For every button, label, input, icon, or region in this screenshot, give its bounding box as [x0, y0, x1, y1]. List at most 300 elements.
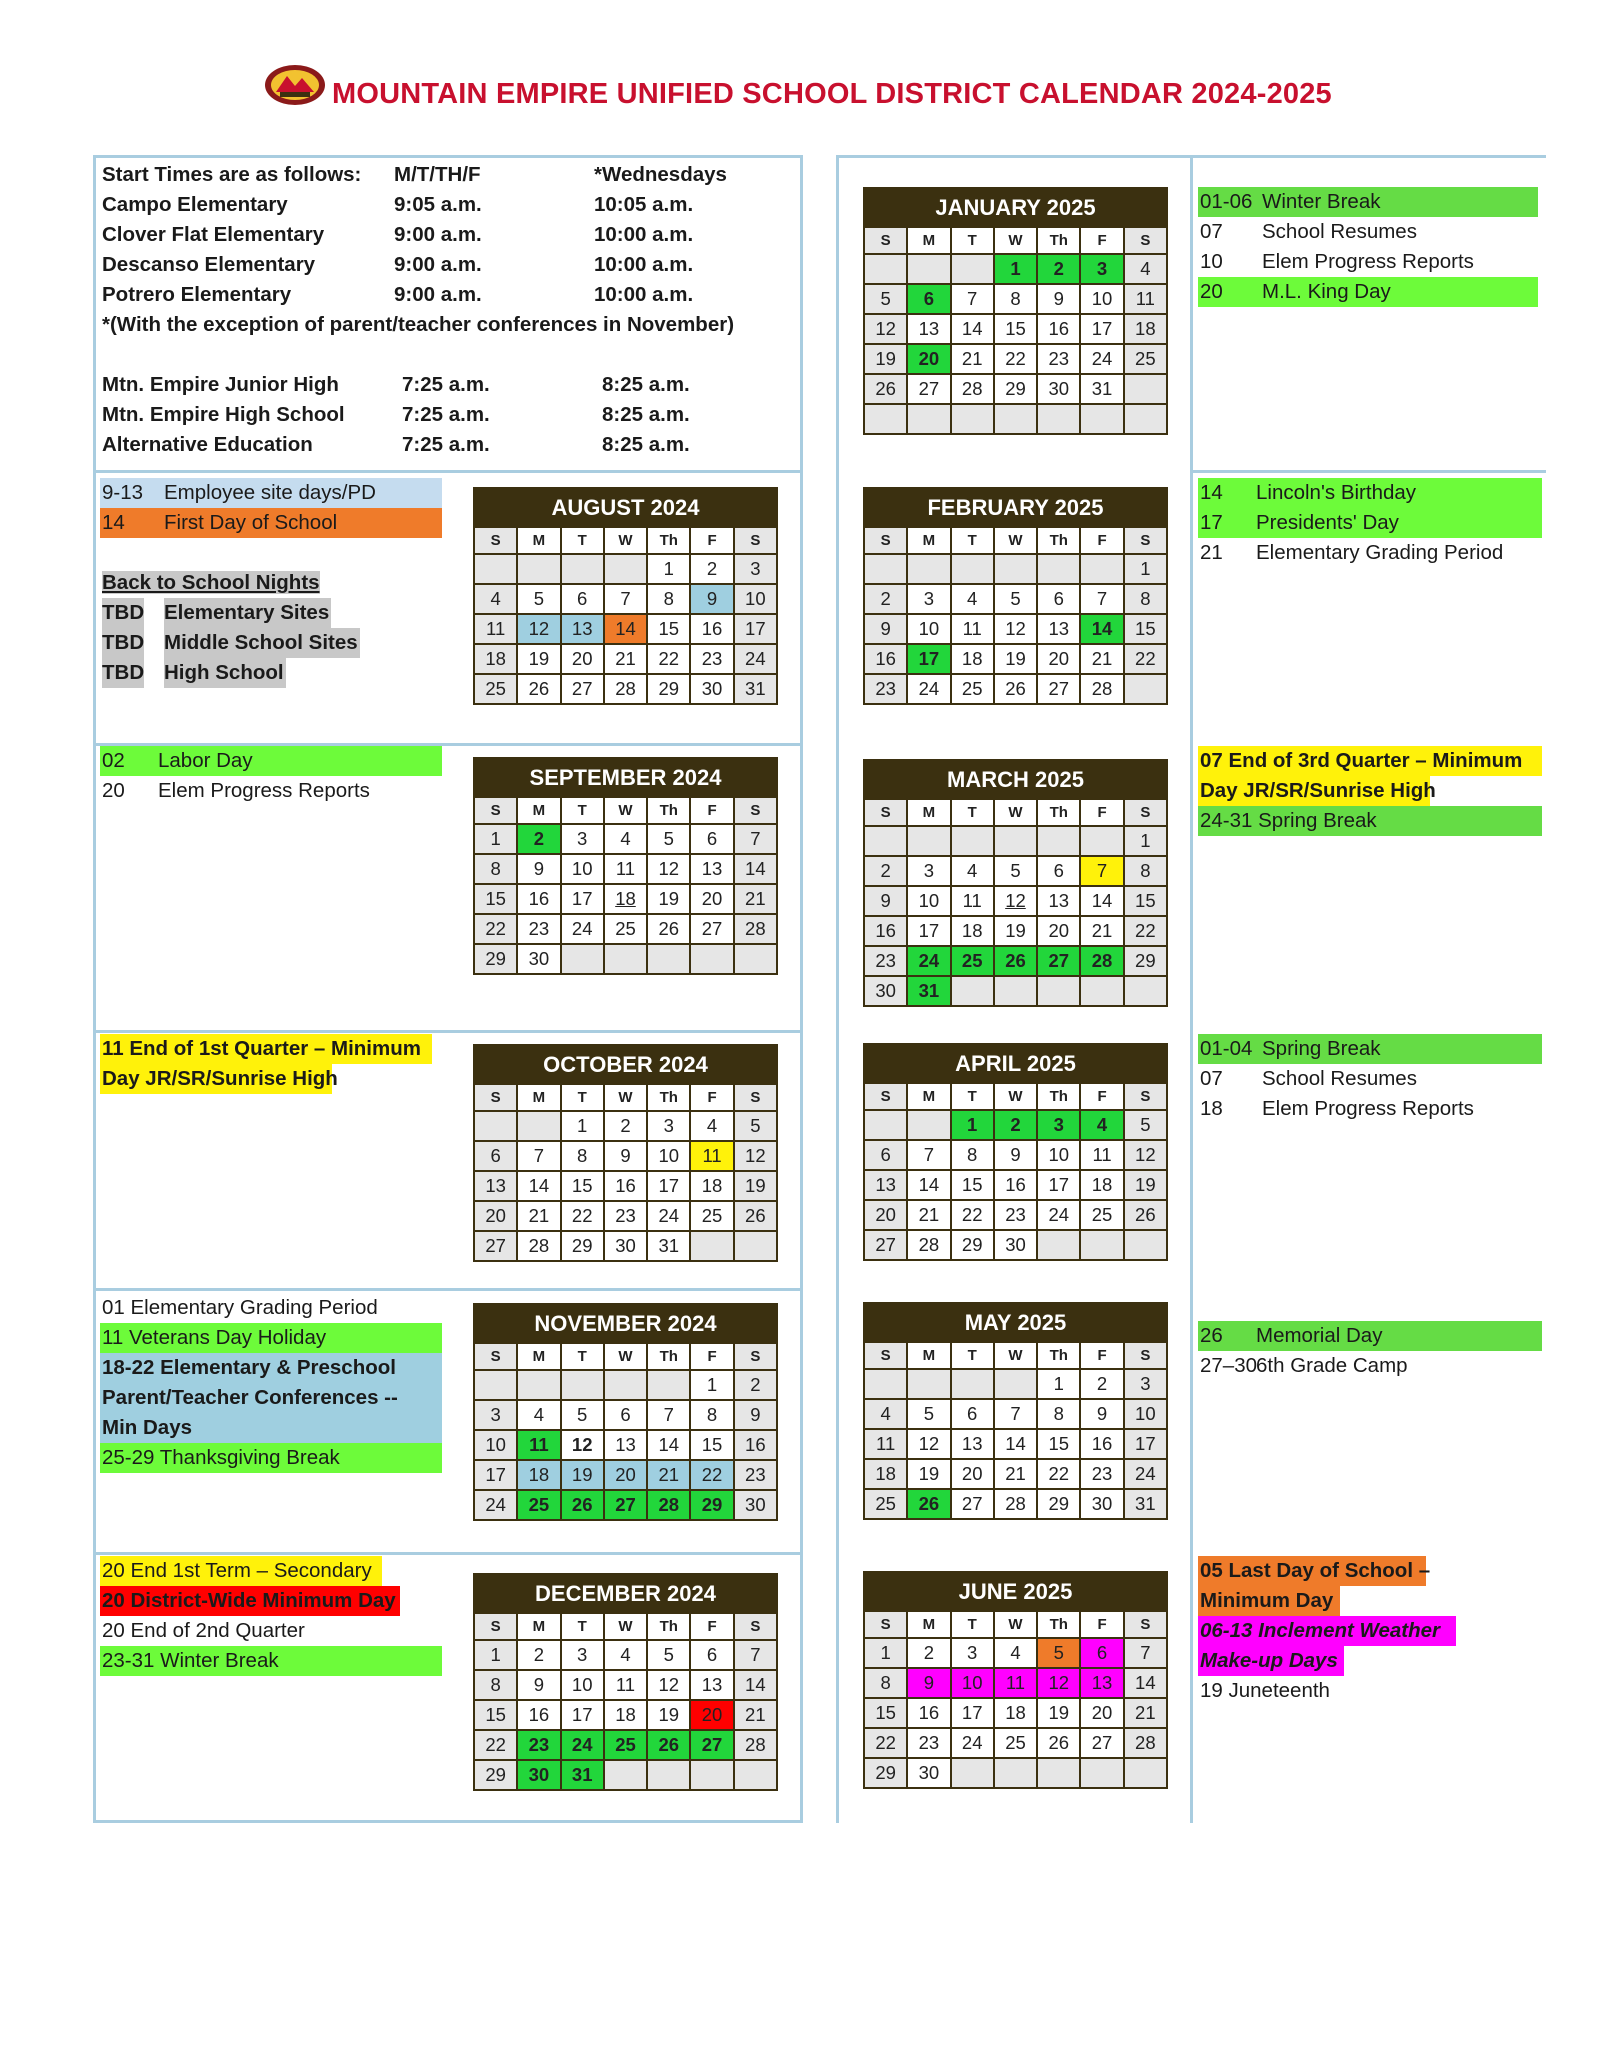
start-times-cell: *Wednesdays: [594, 163, 727, 186]
calendar-weekday: W: [994, 799, 1037, 826]
calendar-day: 14: [1124, 1668, 1167, 1698]
calendar-day: 20: [1037, 916, 1080, 946]
calendar-day: 17: [1080, 314, 1123, 344]
calendar-day: 21: [647, 1460, 690, 1490]
calendar-empty-cell: [994, 554, 1037, 584]
calendar-day: 4: [604, 1640, 647, 1670]
calendar-week-row: [864, 1728, 1167, 1758]
note-row: [1198, 1616, 1456, 1646]
calendar-day: 19: [647, 884, 690, 914]
calendar-may-2025: [863, 1302, 1168, 1520]
note-date: 20: [1200, 280, 1223, 303]
calendar-day: 9: [517, 1670, 560, 1700]
calendar-day: 19: [864, 344, 907, 374]
calendar-day: 3: [907, 856, 950, 886]
note-row: [100, 1443, 442, 1473]
calendar-week-row: [864, 976, 1167, 1006]
calendar-empty-cell: [1124, 404, 1167, 434]
calendar-day: 21: [604, 644, 647, 674]
page-title: MOUNTAIN EMPIRE UNIFIED SCHOOL DISTRICT CALENDAR 2024-2025: [332, 78, 1332, 110]
calendar-day: 14: [1080, 614, 1123, 644]
calendar-weekday: Th: [1037, 1083, 1080, 1110]
calendar-day: 11: [951, 886, 994, 916]
calendar-day: 14: [994, 1429, 1037, 1459]
note-row: [100, 1064, 338, 1094]
calendar-day: 13: [690, 1670, 733, 1700]
calendar-weekday-row: [864, 799, 1167, 826]
calendar-day: 2: [690, 554, 733, 584]
calendar-grid: [473, 1342, 778, 1521]
calendar-day: 1: [1124, 826, 1167, 856]
note-date: 21: [1200, 541, 1223, 564]
calendar-september-2024: [473, 757, 778, 975]
calendar-day: 25: [690, 1201, 733, 1231]
calendar-month-title: OCTOBER 2024: [473, 1044, 778, 1083]
calendar-week-row: [474, 584, 777, 614]
calendar-empty-cell: [474, 554, 517, 584]
notes-april: [1198, 1034, 1542, 1124]
calendar-day: 25: [951, 946, 994, 976]
calendar-day: 29: [1037, 1489, 1080, 1519]
calendar-day: 15: [647, 614, 690, 644]
calendar-day: 10: [1124, 1399, 1167, 1429]
calendar-day: 12: [647, 854, 690, 884]
calendar-empty-cell: [951, 1758, 994, 1788]
calendar-weekday: S: [1124, 527, 1167, 554]
grid-line: [93, 1030, 803, 1033]
start-times-row: [102, 343, 792, 373]
notes-january: [1198, 187, 1538, 307]
start-times-cell: 8:25 a.m.: [602, 433, 690, 456]
calendar-grid: [473, 796, 778, 975]
grid-line: [93, 155, 803, 158]
calendar-february-2025: [863, 487, 1168, 705]
note-row: [1198, 806, 1542, 836]
calendar-empty-cell: [1080, 554, 1123, 584]
calendar-day: 30: [517, 944, 560, 974]
calendar-day: 18: [517, 1460, 560, 1490]
calendar-day: 13: [1080, 1668, 1123, 1698]
note-row: [100, 658, 442, 688]
calendar-day: 22: [994, 344, 1037, 374]
calendar-june-2025: [863, 1571, 1168, 1789]
calendar-week-row: [864, 614, 1167, 644]
calendar-empty-cell: [907, 404, 950, 434]
calendar-day: 6: [1037, 856, 1080, 886]
start-times-cell: Clover Flat Elementary: [102, 223, 325, 246]
school-logo-icon: [262, 62, 328, 108]
calendar-day: 2: [907, 1638, 950, 1668]
calendar-empty-cell: [951, 254, 994, 284]
calendar-november-2024: [473, 1303, 778, 1521]
calendar-empty-cell: [1037, 1230, 1080, 1260]
calendar-day: 28: [951, 374, 994, 404]
note-row: [1198, 1646, 1344, 1676]
calendar-day: 8: [951, 1140, 994, 1170]
calendar-day: 15: [474, 1700, 517, 1730]
calendar-day: 5: [647, 1640, 690, 1670]
calendar-day: 22: [951, 1200, 994, 1230]
calendar-day: 15: [951, 1170, 994, 1200]
calendar-weekday: S: [864, 1611, 907, 1638]
note-row: [100, 1616, 442, 1646]
calendar-day: 19: [1124, 1170, 1167, 1200]
calendar-week-row: [474, 1171, 777, 1201]
calendar-day: 22: [474, 914, 517, 944]
calendar-day: 27: [690, 1730, 733, 1760]
calendar-day: 24: [561, 1730, 604, 1760]
notes-november: [100, 1293, 442, 1473]
calendar-day: 11: [690, 1141, 733, 1171]
calendar-empty-cell: [734, 1760, 777, 1790]
note-row: [100, 1323, 442, 1353]
note-row: [1198, 1351, 1542, 1381]
calendar-empty-cell: [690, 944, 733, 974]
calendar-day: 4: [690, 1111, 733, 1141]
note-row: [100, 478, 442, 508]
calendar-day: 2: [604, 1111, 647, 1141]
calendar-weekday: T: [951, 1611, 994, 1638]
calendar-weekday: Th: [1037, 1611, 1080, 1638]
calendar-day: 5: [994, 856, 1037, 886]
calendar-day: 30: [864, 976, 907, 1006]
calendar-day: 13: [864, 1170, 907, 1200]
note-row: [1198, 1034, 1542, 1064]
calendar-weekday: F: [1080, 1611, 1123, 1638]
note-date: 07: [1200, 1067, 1223, 1090]
calendar-empty-cell: [1080, 1230, 1123, 1260]
calendar-weekday: M: [907, 1611, 950, 1638]
calendar-day: 24: [474, 1490, 517, 1520]
calendar-empty-cell: [1124, 1758, 1167, 1788]
calendar-day: 8: [1124, 584, 1167, 614]
calendar-weekday: T: [951, 527, 994, 554]
calendar-empty-cell: [1080, 404, 1123, 434]
calendar-day: 10: [907, 614, 950, 644]
calendar-day: 14: [734, 854, 777, 884]
calendar-day: 11: [951, 614, 994, 644]
calendar-day: 7: [647, 1400, 690, 1430]
calendar-day: 14: [517, 1171, 560, 1201]
calendar-day: 1: [1124, 554, 1167, 584]
calendar-day: 23: [690, 644, 733, 674]
calendar-day: 19: [994, 916, 1037, 946]
grid-line: [93, 1820, 803, 1823]
calendar-weekday: W: [604, 1343, 647, 1370]
calendar-week-row: [864, 1698, 1167, 1728]
calendar-day: 18: [604, 884, 647, 914]
calendar-weekday: M: [517, 1084, 560, 1111]
calendar-week-row: [864, 374, 1167, 404]
calendar-day: 6: [561, 584, 604, 614]
calendar-day: 9: [864, 614, 907, 644]
calendar-day: 11: [474, 614, 517, 644]
note-row: [1198, 247, 1538, 277]
calendar-day: 31: [734, 674, 777, 704]
calendar-day: 4: [864, 1399, 907, 1429]
calendar-day: 29: [864, 1758, 907, 1788]
note-row: [100, 746, 442, 776]
calendar-day: 12: [994, 886, 1037, 916]
calendar-day: 8: [1124, 856, 1167, 886]
calendar-day: 7: [951, 284, 994, 314]
calendar-day: 4: [994, 1638, 1037, 1668]
calendar-day: 19: [994, 644, 1037, 674]
note-row: [100, 598, 442, 628]
note-text: School Resumes: [1262, 1067, 1417, 1090]
calendar-day: 9: [1037, 284, 1080, 314]
calendar-empty-cell: [604, 944, 647, 974]
note-text: 07 End of 3rd Quarter – Minimum: [1200, 749, 1523, 772]
calendar-day: 5: [647, 824, 690, 854]
calendar-empty-cell: [994, 1758, 1037, 1788]
calendar-grid: [863, 798, 1168, 1007]
calendar-empty-cell: [1124, 1230, 1167, 1260]
calendar-day: 17: [561, 884, 604, 914]
calendar-day: 21: [951, 344, 994, 374]
calendar-week-row: [864, 826, 1167, 856]
grid-line: [93, 1552, 803, 1555]
calendar-day: 8: [864, 1668, 907, 1698]
calendar-weekday: Th: [647, 1084, 690, 1111]
calendar-weekday: S: [1124, 799, 1167, 826]
calendar-day: 18: [1080, 1170, 1123, 1200]
calendar-day: 26: [864, 374, 907, 404]
calendar-weekday: S: [474, 1084, 517, 1111]
note-text: 11 Veterans Day Holiday: [102, 1326, 327, 1349]
start-times-row: [102, 163, 792, 193]
calendar-day: 23: [907, 1728, 950, 1758]
calendar-day: 4: [517, 1400, 560, 1430]
start-times-cell: Start Times are as follows:: [102, 163, 362, 186]
calendar-weekday: F: [690, 1343, 733, 1370]
notes-august: [100, 478, 442, 688]
calendar-week-row: [474, 554, 777, 584]
calendar-day: 10: [474, 1430, 517, 1460]
calendar-day: 27: [604, 1490, 647, 1520]
calendar-day: 6: [907, 284, 950, 314]
calendar-empty-cell: [951, 976, 994, 1006]
start-times-cell: 9:00 a.m.: [394, 223, 482, 246]
calendar-day: 15: [474, 884, 517, 914]
calendar-day: 24: [1080, 344, 1123, 374]
calendar-day: 13: [474, 1171, 517, 1201]
calendar-weekday-row: [474, 1343, 777, 1370]
start-times-cell: 10:05 a.m.: [594, 193, 694, 216]
note-date: 02: [102, 749, 125, 772]
calendar-day: 13: [951, 1429, 994, 1459]
calendar-month-title: JANUARY 2025: [863, 187, 1168, 226]
calendar-empty-cell: [951, 826, 994, 856]
calendar-day: 1: [864, 1638, 907, 1668]
note-text: Elementary Grading Period: [1256, 541, 1504, 564]
calendar-day: 16: [517, 1700, 560, 1730]
calendar-day: 7: [1124, 1638, 1167, 1668]
note-row: [100, 1293, 442, 1323]
calendar-day: 11: [604, 1670, 647, 1700]
calendar-day: 21: [517, 1201, 560, 1231]
calendar-day: 26: [1037, 1728, 1080, 1758]
calendar-week-row: [864, 1200, 1167, 1230]
calendar-day: 26: [994, 674, 1037, 704]
calendar-empty-cell: [474, 1370, 517, 1400]
calendar-day: 13: [690, 854, 733, 884]
calendar-week-row: [864, 1369, 1167, 1399]
calendar-day: 6: [690, 1640, 733, 1670]
calendar-day: 16: [1037, 314, 1080, 344]
calendar-empty-cell: [951, 404, 994, 434]
calendar-day: 13: [1037, 886, 1080, 916]
calendar-day: 24: [647, 1201, 690, 1231]
calendar-day: 25: [951, 674, 994, 704]
grid-line: [93, 470, 803, 473]
calendar-day: 7: [1080, 584, 1123, 614]
calendar-day: 31: [647, 1231, 690, 1261]
start-times-cell: Campo Elementary: [102, 193, 288, 216]
calendar-day: 15: [1124, 614, 1167, 644]
calendar-weekday: M: [907, 227, 950, 254]
calendar-day: 20: [561, 644, 604, 674]
calendar-day: 8: [690, 1400, 733, 1430]
calendar-week-row: [864, 674, 1167, 704]
calendar-empty-cell: [647, 1760, 690, 1790]
calendar-weekday: W: [994, 1342, 1037, 1369]
calendar-day: 26: [907, 1489, 950, 1519]
note-text: Spring Break: [1262, 1037, 1381, 1060]
calendar-weekday: F: [1080, 227, 1123, 254]
note-text: Elem Progress Reports: [1262, 250, 1474, 273]
start-times-cell: 7:25 a.m.: [402, 403, 490, 426]
notes-october: [100, 1034, 442, 1094]
calendar-day: 25: [517, 1490, 560, 1520]
note-date: 27–30: [1200, 1354, 1258, 1377]
calendar-weekday-row: [864, 1342, 1167, 1369]
note-row: [100, 1413, 442, 1443]
calendar-day: 18: [1124, 314, 1167, 344]
note-date: 17: [1200, 511, 1223, 534]
start-times-cell: *(With the exception of parent/teacher conferences in November): [102, 313, 735, 336]
calendar-week-row: [474, 884, 777, 914]
start-times-cell: 10:00 a.m.: [594, 283, 694, 306]
note-row: [100, 776, 442, 806]
calendar-day: 26: [1124, 1200, 1167, 1230]
calendar-day: 14: [734, 1670, 777, 1700]
calendar-day: 27: [951, 1489, 994, 1519]
note-text: 6th Grade Camp: [1256, 1354, 1408, 1377]
start-times-cell: M/T/TH/F: [394, 163, 481, 186]
note-row: [1198, 508, 1542, 538]
calendar-day: 15: [690, 1430, 733, 1460]
calendar-day: 2: [994, 1110, 1037, 1140]
calendar-day: 13: [561, 614, 604, 644]
calendar-weekday: S: [734, 797, 777, 824]
calendar-day: 26: [647, 914, 690, 944]
calendar-day: 23: [734, 1460, 777, 1490]
grid-line: [1190, 470, 1546, 473]
calendar-day: 19: [517, 644, 560, 674]
calendar-day: 28: [517, 1231, 560, 1261]
calendar-empty-cell: [561, 944, 604, 974]
calendar-grid: [863, 526, 1168, 705]
calendar-week-row: [864, 1489, 1167, 1519]
note-text: Parent/Teacher Conferences --: [102, 1386, 398, 1409]
calendar-weekday: S: [474, 1613, 517, 1640]
calendar-weekday: Th: [647, 1613, 690, 1640]
calendar-day: 27: [864, 1230, 907, 1260]
calendar-day: 11: [994, 1668, 1037, 1698]
start-times-cell: 7:25 a.m.: [402, 373, 490, 396]
calendar-empty-cell: [517, 1370, 560, 1400]
calendar-day: 23: [864, 674, 907, 704]
start-times-cell: Descanso Elementary: [102, 253, 316, 276]
calendar-day: 8: [1037, 1399, 1080, 1429]
calendar-day: 17: [734, 614, 777, 644]
calendar-day: 14: [1080, 886, 1123, 916]
calendar-week-row: [864, 1230, 1167, 1260]
start-times-cell: 10:00 a.m.: [594, 253, 694, 276]
calendar-day: 4: [1080, 1110, 1123, 1140]
calendar-day: 25: [864, 1489, 907, 1519]
calendar-weekday: T: [951, 1083, 994, 1110]
calendar-weekday: S: [1124, 1083, 1167, 1110]
calendar-day: 28: [734, 1730, 777, 1760]
note-text: 01 Elementary Grading Period: [102, 1296, 378, 1319]
note-row: [1198, 187, 1538, 217]
calendar-day: 25: [1080, 1200, 1123, 1230]
calendar-day: 22: [690, 1460, 733, 1490]
calendar-empty-cell: [994, 976, 1037, 1006]
notes-february: [1198, 478, 1542, 568]
calendar-grid: [863, 1341, 1168, 1520]
calendar-weekday: M: [517, 527, 560, 554]
calendar-day: 15: [1037, 1429, 1080, 1459]
calendar-empty-cell: [864, 554, 907, 584]
note-text: 05 Last Day of School –: [1200, 1559, 1431, 1582]
calendar-week-row: [474, 1430, 777, 1460]
calendar-day: 8: [474, 854, 517, 884]
calendar-day: 20: [1080, 1698, 1123, 1728]
calendar-weekday: M: [907, 1342, 950, 1369]
calendar-day: 1: [951, 1110, 994, 1140]
calendar-day: 1: [474, 1640, 517, 1670]
calendar-day: 2: [734, 1370, 777, 1400]
start-times-table: [102, 163, 792, 463]
calendar-day: 12: [994, 614, 1037, 644]
calendar-grid: [863, 1610, 1168, 1789]
calendar-weekday: M: [907, 1083, 950, 1110]
note-row: [1198, 478, 1542, 508]
calendar-weekday-row: [864, 1083, 1167, 1110]
calendar-day: 4: [474, 584, 517, 614]
calendar-day: 8: [994, 284, 1037, 314]
calendar-april-2025: [863, 1043, 1168, 1261]
calendar-weekday: S: [734, 1343, 777, 1370]
calendar-day: 9: [604, 1141, 647, 1171]
calendar-week-row: [474, 824, 777, 854]
note-row: [100, 1383, 442, 1413]
calendar-day: 30: [1080, 1489, 1123, 1519]
note-date: 9-13: [102, 481, 144, 504]
calendar-day: 9: [690, 584, 733, 614]
calendar-weekday-row: [864, 527, 1167, 554]
calendar-month-title: MARCH 2025: [863, 759, 1168, 798]
note-text: Elem Progress Reports: [158, 779, 370, 802]
calendar-day: 17: [647, 1171, 690, 1201]
start-times-cell: 10:00 a.m.: [594, 223, 694, 246]
calendar-day: 20: [690, 884, 733, 914]
calendar-day: 6: [690, 824, 733, 854]
calendar-weekday: Th: [647, 527, 690, 554]
